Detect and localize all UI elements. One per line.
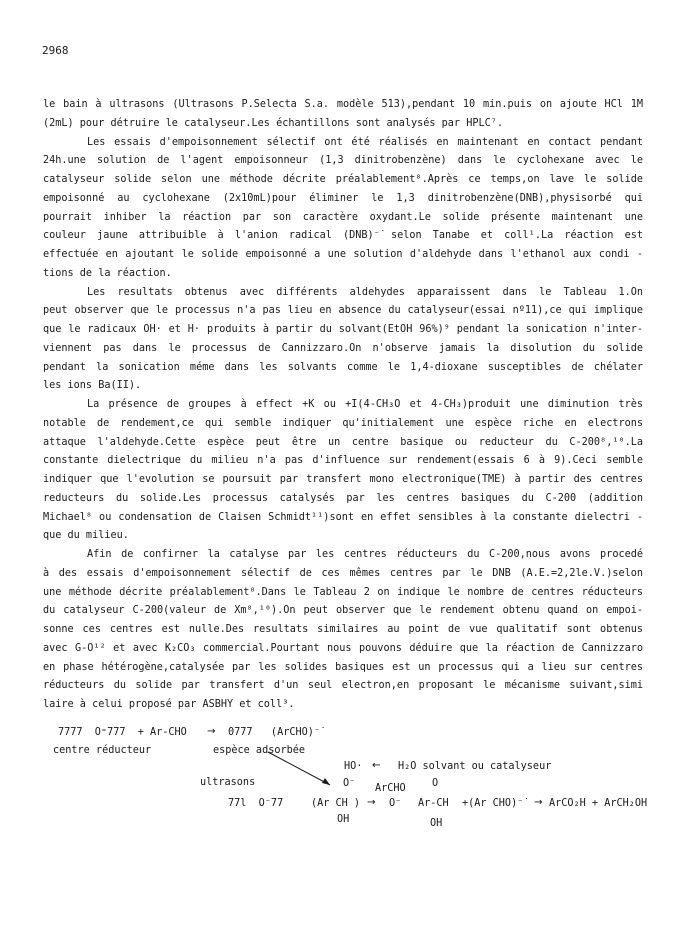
scheme-arrow: → — [367, 797, 376, 808]
text-line: catalyseur solide selon une méthode décrite préalablement⁸.Après ce temps,on lave le solide — [43, 174, 643, 185]
scheme-text: 7777 O⁼777 + Ar-CHO — [58, 727, 187, 738]
scheme-text: O⁻ — [389, 798, 402, 809]
scheme-text: O — [432, 778, 439, 789]
scheme-arrow: ← — [372, 760, 381, 771]
text-line: effectuée en ajoutant le solide empoisonné a une solution d'aldehyde dans l'ethanol aux condi - — [43, 249, 643, 260]
text-line: (2mL) pour détruire le catalyseur.Les échantillons sont analysés par HPLC⁷. — [43, 117, 504, 129]
text-line: couleur jaune attribuible à l'anion radical (DNB)⁻̇ selon Tanabe et coll¹.La réaction est — [43, 230, 643, 242]
scheme-arrow: → — [207, 726, 216, 737]
text-line: reducteurs du solide.Les processus catalysés par les centres basiques du C-200 (addition — [43, 492, 643, 504]
text-line: une méthode décrite préalablement⁸.Dans le Tableau 2 on indique le nombre de centres réducteurs — [43, 586, 643, 598]
text-line: constante dielectrique du milieu n'a pas d'influence sur rendement(essais 6 à 9).Ceci semble — [43, 455, 643, 467]
scheme-text: ArCO₂H + ArCH₂OH — [549, 798, 648, 809]
scheme-text: ultrasons — [200, 777, 256, 788]
text-line: pourrait inhiber la réaction par son caractère oxydant.Le solide présente maintenant une — [43, 211, 643, 223]
text-line: Michael⁸ ou condensation de Claisen Schmidt¹¹)sont en effet sensibles à la constante dielectri - — [43, 511, 643, 523]
text-line: Les essais d'empoisonnement sélectif ont été réalisés en maintenant en contact pendant — [87, 136, 643, 148]
text-line: laire à celui proposé par ASBHY et coll³. — [43, 699, 295, 710]
text-line: que le radicaux OH· et H· produits à partir du solvant(EtOH 96%)⁹ pendant la sonication n'inter- — [43, 324, 643, 335]
text-line: pendant la sonication méme dans les solvants comme le 1,4-dioxane susceptibles de chélater — [43, 361, 643, 373]
text-line: empoisonné au cyclohexane (2x10mL)pour éliminer le 1,3 dinitrobenzène(DNB),physisorbé qui — [43, 192, 643, 204]
text-line: Les resultats obtenus avec différents aldehydes apparaissent dans le Tableau 1.On — [87, 286, 643, 298]
scheme-text: ArCHO — [375, 783, 406, 794]
text-line: réducteurs du solide par transfert d'un seul electron,en proposant le mécanisme suivant,simi — [43, 680, 643, 692]
scheme-text: +(Ar CHO)⁻̇ — [462, 798, 524, 809]
scheme-text: OH — [430, 818, 443, 829]
scheme-text: OH — [337, 814, 350, 825]
text-line: attaque l'aldehyde.Cette espèce peut être un centre basique ou reducteur du C-200⁸,¹⁰.La — [43, 436, 643, 448]
scheme-text: O⁻ — [343, 778, 356, 789]
text-line: notable de rendement,ce qui semble indiquer qu'initialement une espèce riche en electrons — [43, 417, 643, 429]
scheme-text: 0777 (ArCHO)⁻̇ — [228, 727, 321, 738]
text-line: tions de la réaction. — [43, 267, 172, 279]
text-line: les ions Ba(II). — [43, 380, 142, 392]
text-line: indiquer que l'evolution se poursuit par transfert mono electronique(TME) à partir des centres — [43, 474, 643, 485]
text-line: 24h.une solution de l'agent empoisonneur (1,3 dinitrobenzène) dans le cyclohexane avec le — [43, 155, 643, 167]
text-line: La présence de groupes à effect +K ou +I(4-CH₃O et 4-CH₃)produit une diminution très — [87, 399, 643, 410]
text-line: peut observer que le processus n'a pas lieu en absence du catalyseur(essai nº11),ce qui implique — [43, 305, 643, 317]
scheme-text: espèce adsorbée — [213, 745, 306, 756]
scheme-text: HO· — [344, 761, 363, 772]
text-line: sonne ces centres est nulle.Des resultats similaires au point de vue qualitatif sont obtenus — [43, 624, 643, 635]
page-number: 2968 — [42, 44, 69, 57]
scheme-arrow: → — [534, 797, 543, 808]
text-line: Afin de confirner la catalyse par les centres réducteurs du C-200,nous avons procedé — [87, 549, 643, 560]
text-line: à des essais d'empoisonnement sélectif de ces mêmes centres par le DNB (A.E.=2,2le.V.)selon — [43, 567, 643, 579]
text-line: viennent pas dans le processus de Cannizzaro.On n'observe jamais la disolution du solide — [43, 342, 643, 354]
scheme-text: Ar-CH — [418, 798, 449, 809]
text-line: que du milieu. — [43, 530, 129, 542]
scheme-text: 77l O⁻77 — [228, 798, 284, 809]
scheme-text: (Ar CH ) — [311, 798, 361, 809]
text-line: du catalyseur C-200(valeur de Xm⁸,¹⁰).On peut observer que le rendement obtenu quand on empoi- — [43, 605, 643, 617]
scheme-text: centre réducteur — [53, 745, 152, 756]
text-line: le bain à ultrasons (Ultrasons P.Selecta S.a. modèle 513),pendant 10 min.puis on ajoute HCl 1M — [43, 99, 643, 110]
text-line: en phase hétérogène,catalysée par les solides basiques est un processus qui a lieu sur centres — [43, 661, 643, 673]
scheme-text: H₂O solvant ou catalyseur — [398, 761, 552, 772]
text-line: avec G-O¹² et avec K₂CO₃ commercial.Pourtant nous pouvons déduire que la réaction de Cannizzaro — [43, 642, 643, 654]
